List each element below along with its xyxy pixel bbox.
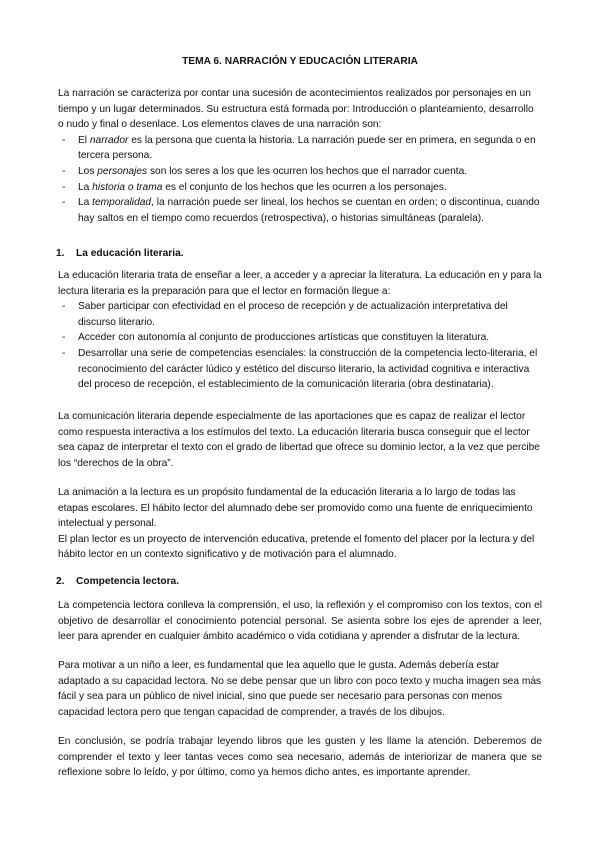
section-2-paragraph-1-block — [58, 598, 542, 645]
item-term: narrador — [89, 134, 129, 146]
item-term: temporalidad — [92, 197, 152, 209]
item-text: es la persona que cuenta la historia. La narración puede ser en primera, en segunda o en tercera persona. — [78, 134, 536, 162]
intro-paragraph: La narración se caracteriza por contar una sucesión de acontecimientos realizados por personajes en un tiempo y un lugar determinados. Su estructura está formada por: Introducción o planteamiento, desarrollo o nudo y final o desenlace. Los elementos claves de una narración son: — [58, 88, 534, 131]
section-1-paragraph-3: La animación a la lectura es un propósito fundamental de la educación literaria a lo largo de todas las etapas escolares. El hábito lector del alumnado debe ser promovido como una fuente de enriquecimiento intelectual y personal. — [58, 487, 533, 530]
section-2-paragraph-3: En conclusión, se podría trabajar leyendo libros que les gusten y les llame la atención. Deberemos de comprender el texto y leer tantas veces como sea necesario, además de interiorizar de manera que se reflexione sobre lo leído, y por último, como ya hemos dicho antes, es importante aprender. — [58, 736, 542, 779]
section-2-paragraph-1: La competencia lectora conlleva la comprensión, el uso, la reflexión y el compromiso con los textos, con el objetivo de desarrollar el conocimiento potencial personal. Se asienta sobre los ejes de aprender a leer, leer para aprender en cualquier ámbito académico o vida cotidiana y aprender a disfrutar de la lectura. — [58, 600, 542, 643]
section-number: 1. — [56, 248, 65, 259]
document-title: TEMA 6. NARRACIÓN Y EDUCACIÓN LITERARIA — [182, 56, 418, 67]
section-2-heading — [56, 576, 179, 587]
list-item: - Acceder con autonomía al conjunto de producciones artísticas que constituyen la literatura. — [58, 330, 542, 346]
list-item: - Desarrollar una serie de competencias esenciales: la construcción de la competencia lecto-literaria, el reconocimiento del carácter lúdico y estético del discurso literario, la actividad cognitiva e interactiva del proceso de recepción, el establecimiento de la comunicación literaria (obra destinataria). — [58, 346, 542, 393]
section-1-paragraph-1: La educación literaria trata de enseñar a leer, a acceder y a apreciar la literatura. La educación en y para la lectura literaria es la preparación para que el lector en formación llegue a: — [58, 270, 542, 297]
item-prefix: Los — [78, 165, 98, 177]
section-1-heading — [56, 248, 184, 259]
section-title: La educación literaria. — [76, 248, 184, 259]
list-item: - Saber participar con efectividad en el proceso de recepción y de actualización interpretativa del discurso literario. — [58, 299, 542, 330]
item-prefix: El — [78, 134, 90, 146]
item-term: personajes — [97, 165, 148, 177]
section-1-paragraph-4: El plan lector es un proyecto de intervención educativa, pretende el fomento del placer por la lectura y del hábito lector en un contexto significativo y de motivación para el alumnado. — [58, 533, 535, 561]
item-prefix: La — [78, 181, 93, 193]
section-1-paragraph-3-block — [58, 485, 542, 563]
section-2-paragraph-3-block — [58, 734, 542, 781]
item-text: son los seres a los que les ocurren los hechos que el narrador cuenta. — [147, 165, 468, 177]
list-item — [58, 164, 542, 180]
literary-education-goals-list — [58, 299, 542, 393]
section-2-paragraph-2-block — [58, 658, 542, 720]
item-term: historia o trama — [92, 181, 163, 193]
section-1-paragraph-2: La comunicación literaria depende especialmente de las aportaciones que es capaz de realizar el lector como respuesta interactiva a los estímulos del texto. La educación literaria busca conseguir que el lector sea capaz de interpretar el texto con el grado de libertad que ofrece su dominio lector, a la vez que percibe los “derechos de la obra”. — [58, 411, 540, 469]
section-1-paragraph-2-block — [58, 409, 542, 471]
item-text: es el conjunto de los hechos que les ocurren a los personajes. — [162, 181, 447, 193]
list-item — [58, 180, 542, 196]
list-item — [58, 133, 542, 164]
item-text: , la narración puede ser lineal, los hechos se cuentan en orden; o discontinua, cuando hay saltos en el tiempo como recuerdos (retrospectiva), o historias simultáneas (paralela). — [78, 197, 540, 224]
item-prefix: La — [78, 197, 93, 209]
section-title: Competencia lectora. — [76, 576, 180, 587]
section-number: 2. — [56, 576, 65, 587]
section-2-paragraph-2: Para motivar a un niño a leer, es fundamental que lea aquello que le gusta. Además debería estar adaptado a su capacidad lectora. No se debe pensar que un libro con poco texto y mucha imagen sea más fácil y sea para un público de nivel inicial, sino que puede ser necesario para personas con menos capacidad lectora pero que tengan capacidad de comprender, a través de los dibujos. — [58, 660, 542, 718]
intro-section — [58, 86, 542, 226]
narrative-elements-list — [58, 133, 542, 227]
list-item — [58, 195, 542, 226]
section-1-body — [58, 268, 542, 393]
